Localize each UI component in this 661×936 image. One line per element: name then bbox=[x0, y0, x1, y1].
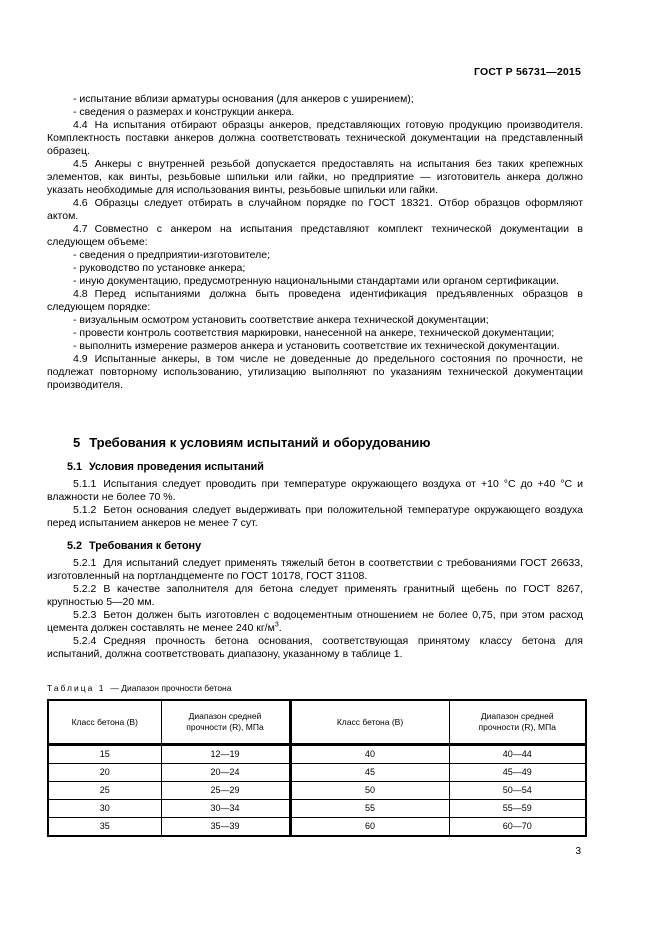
list-item bbox=[47, 106, 583, 119]
table-header-cell: Диапазон средней прочности (R), МПа bbox=[161, 700, 290, 745]
clause-text: Анкеры с внутренней резьбой допускается предоставлять на испытания без таких крепежных элементов, как винты, резьбовые шпильки или гайки, но предприятие — изготовитель анкера должно указать необходимые для использования винты, резьбовые шпильки или гайки. bbox=[47, 158, 583, 196]
table-cell: 55—59 bbox=[449, 800, 586, 818]
table-row bbox=[48, 745, 586, 764]
subsection-title: Условия проведения испытаний bbox=[89, 461, 264, 473]
clause-text-tail: . bbox=[278, 622, 282, 634]
paragraph-5-2-3 bbox=[47, 609, 583, 635]
table-cell: 45 bbox=[290, 764, 449, 782]
clause-number: 5.2.4 bbox=[73, 635, 97, 647]
clause-number: 4.7 bbox=[73, 223, 88, 235]
table-cell: 12—19 bbox=[161, 745, 290, 764]
table-row bbox=[48, 764, 586, 782]
list-item bbox=[47, 262, 583, 275]
list-item-text: - сведения о размерах и конструкции анкера. bbox=[73, 106, 295, 118]
paragraph-4-5 bbox=[47, 158, 583, 197]
clause-text: Перед испытаниями должна быть проведена идентификация предъявленных образцов в следующем порядке: bbox=[47, 288, 583, 313]
table-header-row bbox=[48, 700, 586, 745]
clause-text: Средняя прочность бетона основания, соответствующая принятому классу бетона для испытаний, должна соответствовать диапазону, указанному в таблице 1. bbox=[47, 635, 583, 660]
list-item-text: - визуальным осмотром установить соответствие анкера технической документации; bbox=[73, 314, 489, 326]
list-item bbox=[47, 275, 583, 288]
table-cell: 60—70 bbox=[449, 818, 586, 837]
list-item-text: - провести контроль соответствия маркировки, нанесенной на анкере, технической документации; bbox=[73, 327, 555, 339]
paragraph-4-6 bbox=[47, 197, 583, 223]
table-cell: 30—34 bbox=[161, 800, 290, 818]
paragraph-4-4 bbox=[47, 119, 583, 158]
table-cell: 40 bbox=[290, 745, 449, 764]
paragraph-5-1-1 bbox=[47, 478, 583, 504]
table-row bbox=[48, 782, 586, 800]
table-header-cell: Диапазон средней прочности (R), МПа bbox=[449, 700, 586, 745]
table-cell: 50—54 bbox=[449, 782, 586, 800]
subsection-number: 5.2 bbox=[67, 540, 83, 552]
list-item-text: - иную документацию, предусмотренную национальными стандартами или органом сертификации. bbox=[73, 275, 559, 287]
strength-table bbox=[47, 699, 587, 837]
paragraph-4-8 bbox=[47, 288, 583, 314]
table-cell: 15 bbox=[48, 745, 161, 764]
subsection-heading-5-1 bbox=[47, 461, 583, 474]
table-row bbox=[48, 800, 586, 818]
clause-number: 4.4 bbox=[73, 119, 88, 131]
table-cell: 35 bbox=[48, 818, 161, 837]
superscript-3: 3 bbox=[274, 621, 279, 629]
clause-text: Испытанные анкеры, в том числе не доведенные до предельного состояния по прочности, не подлежат повторному использованию, утилизацию выполняют по указаниям технической документации производителя. bbox=[47, 353, 583, 391]
table-cell: 50 bbox=[290, 782, 449, 800]
table-cell: 20—24 bbox=[161, 764, 290, 782]
table-cell: 40—44 bbox=[449, 745, 586, 764]
table-row bbox=[48, 818, 586, 837]
clause-text: Для испытаний следует применять тяжелый бетон в соответствии с требованиями ГОСТ 26633, изготовленный на портландцементе по ГОСТ 10178, ГОСТ 31108. bbox=[47, 557, 583, 582]
list-item bbox=[47, 93, 583, 106]
clause-text: В качестве заполнителя для бетона следует применять гранитный щебень по ГОСТ 8267, крупностью 5—20 мм. bbox=[47, 583, 583, 608]
table-header-cell: Класс бетона (В) bbox=[290, 700, 449, 745]
table-caption-label: Таблица 1 bbox=[47, 683, 106, 693]
clause-number: 5.2.1 bbox=[73, 557, 97, 569]
clause-text: Бетон основания следует выдерживать при положительной температуре окружающего воздуха перед испытанием анкеров не менее 7 сут. bbox=[47, 504, 583, 529]
table-cell: 60 bbox=[290, 818, 449, 837]
subsection-title: Требования к бетону bbox=[89, 540, 202, 552]
clause-text: Бетон должен быть изготовлен с водоцементным отношением не более 0,75, при этом расход цемента должен составлять не менее 240 кг/м bbox=[47, 609, 583, 634]
clause-number: 4.9 bbox=[73, 353, 88, 365]
table-header-cell: Класс бетона (В) bbox=[48, 700, 161, 745]
table-caption-text: — Диапазон прочности бетона bbox=[110, 683, 232, 693]
list-item bbox=[47, 249, 583, 262]
clause-number: 5.2.3 bbox=[73, 609, 97, 621]
list-item-text: - выполнить измерение размеров анкера и установить соответствие их технической документации. bbox=[73, 340, 560, 352]
paragraph-4-7 bbox=[47, 223, 583, 249]
table-cell: 30 bbox=[48, 800, 161, 818]
clause-number: 4.6 bbox=[73, 197, 88, 209]
list-item-text: - сведения о предприятии-изготовителе; bbox=[73, 249, 271, 261]
table-cell: 55 bbox=[290, 800, 449, 818]
subsection-heading-5-2 bbox=[47, 540, 583, 553]
clause-text: Испытания следует проводить при температуре окружающего воздуха от +10 °С до +40 °С и влажности не более 70 %. bbox=[47, 478, 583, 503]
clause-number: 5.1.1 bbox=[73, 478, 97, 490]
section-title: Требования к условиям испытаний и оборудованию bbox=[89, 435, 431, 450]
list-item-text: - испытание вблизи арматуры основания (для анкеров с уширением); bbox=[73, 93, 414, 105]
paragraph-5-1-2 bbox=[47, 504, 583, 530]
document-body bbox=[47, 93, 583, 837]
clause-text: На испытания отбирают образцы анкеров, представляющих готовую продукцию производителя. Комплектность поставки анкеров должна соответствовать технической документации на представленный образец. bbox=[47, 119, 583, 157]
clause-number: 5.2.2 bbox=[73, 583, 97, 595]
paragraph-5-2-2 bbox=[47, 583, 583, 609]
table-cell: 45—49 bbox=[449, 764, 586, 782]
table-caption bbox=[47, 683, 583, 694]
section-heading-5 bbox=[47, 434, 583, 451]
page-number: 3 bbox=[575, 846, 581, 857]
paragraph-4-9 bbox=[47, 353, 583, 392]
list-item bbox=[47, 340, 583, 353]
section-number: 5 bbox=[73, 435, 81, 450]
paragraph-5-2-4 bbox=[47, 635, 583, 661]
paragraph-5-2-1 bbox=[47, 557, 583, 583]
list-item bbox=[47, 314, 583, 327]
clause-number: 5.1.2 bbox=[73, 504, 97, 516]
clause-number: 4.5 bbox=[73, 158, 88, 170]
table-cell: 20 bbox=[48, 764, 161, 782]
table-cell: 35—39 bbox=[161, 818, 290, 837]
table-cell: 25—29 bbox=[161, 782, 290, 800]
clause-text: Образцы следует отбирать в случайном порядке по ГОСТ 18321. Отбор образцов оформляют актом. bbox=[47, 197, 583, 222]
document-code-header: ГОСТ Р 56731—2015 bbox=[473, 66, 581, 78]
clause-text: Совместно с анкером на испытания представляют комплект технической документации в следующем объеме: bbox=[47, 223, 583, 248]
table-cell: 25 bbox=[48, 782, 161, 800]
clause-number: 4.8 bbox=[73, 288, 88, 300]
subsection-number: 5.1 bbox=[67, 461, 83, 473]
list-item bbox=[47, 327, 583, 340]
list-item-text: - руководство по установке анкера; bbox=[73, 262, 246, 274]
